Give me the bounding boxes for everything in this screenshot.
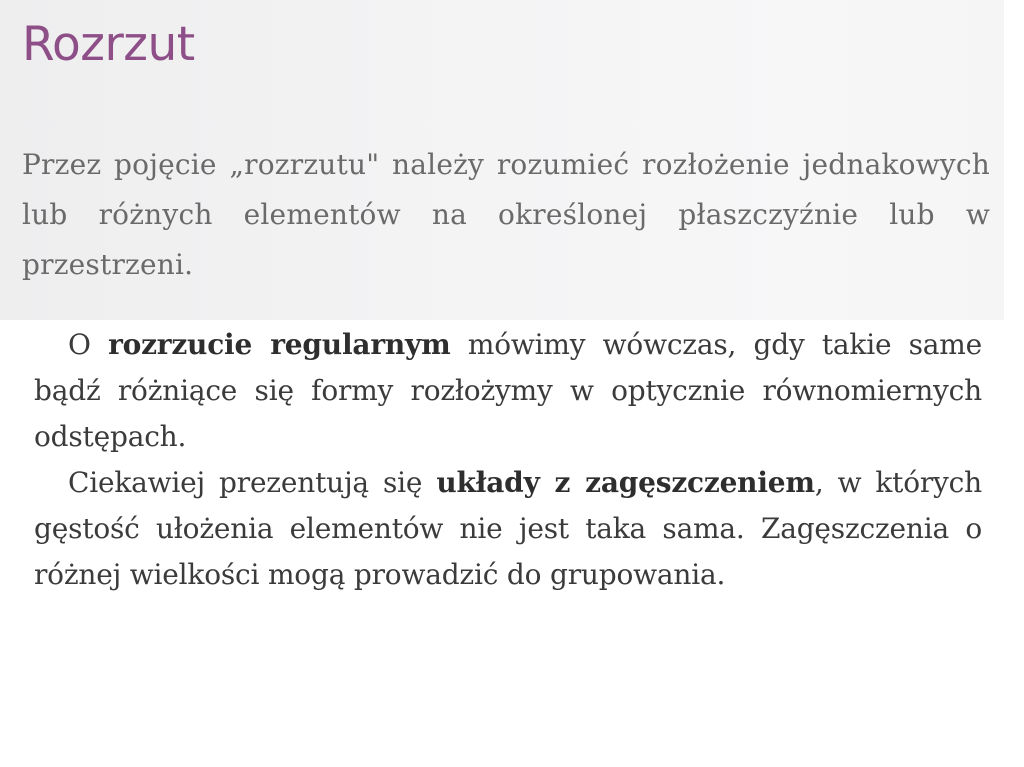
definition-paragraph: Przez pojęcie „rozrzutu" należy rozumieć rozłożenie jednakowych lub różnych elementów na określonej płaszczyźnie lub w przestrzeni. [22, 148, 990, 281]
paragraph-1-lead: O [68, 328, 109, 361]
paragraph-2-lead: Ciekawiej prezentują się [68, 466, 437, 499]
term-regular-scatter: rozrzucie regularnym [108, 328, 451, 361]
term-condensed-layouts: układy z zagęszczeniem [436, 466, 815, 499]
paragraph-1-rest: mówimy wówczas, gdy takie same bądź różniące się formy rozłożymy w optycznie równomiernych odstępach. [34, 328, 983, 453]
page-title: Rozrzut [22, 17, 195, 72]
paragraph-2-rest: , w których gęstość ułożenia elementów nie jest taka sama. Zagęszczenia o różnej wielkości mogą prowadzić do grupowania. [34, 466, 982, 591]
page-margin [1004, 0, 1024, 767]
paragraph-condensed-layouts [34, 460, 982, 598]
body-text [34, 322, 982, 598]
paragraph-regular-scatter [34, 322, 982, 460]
